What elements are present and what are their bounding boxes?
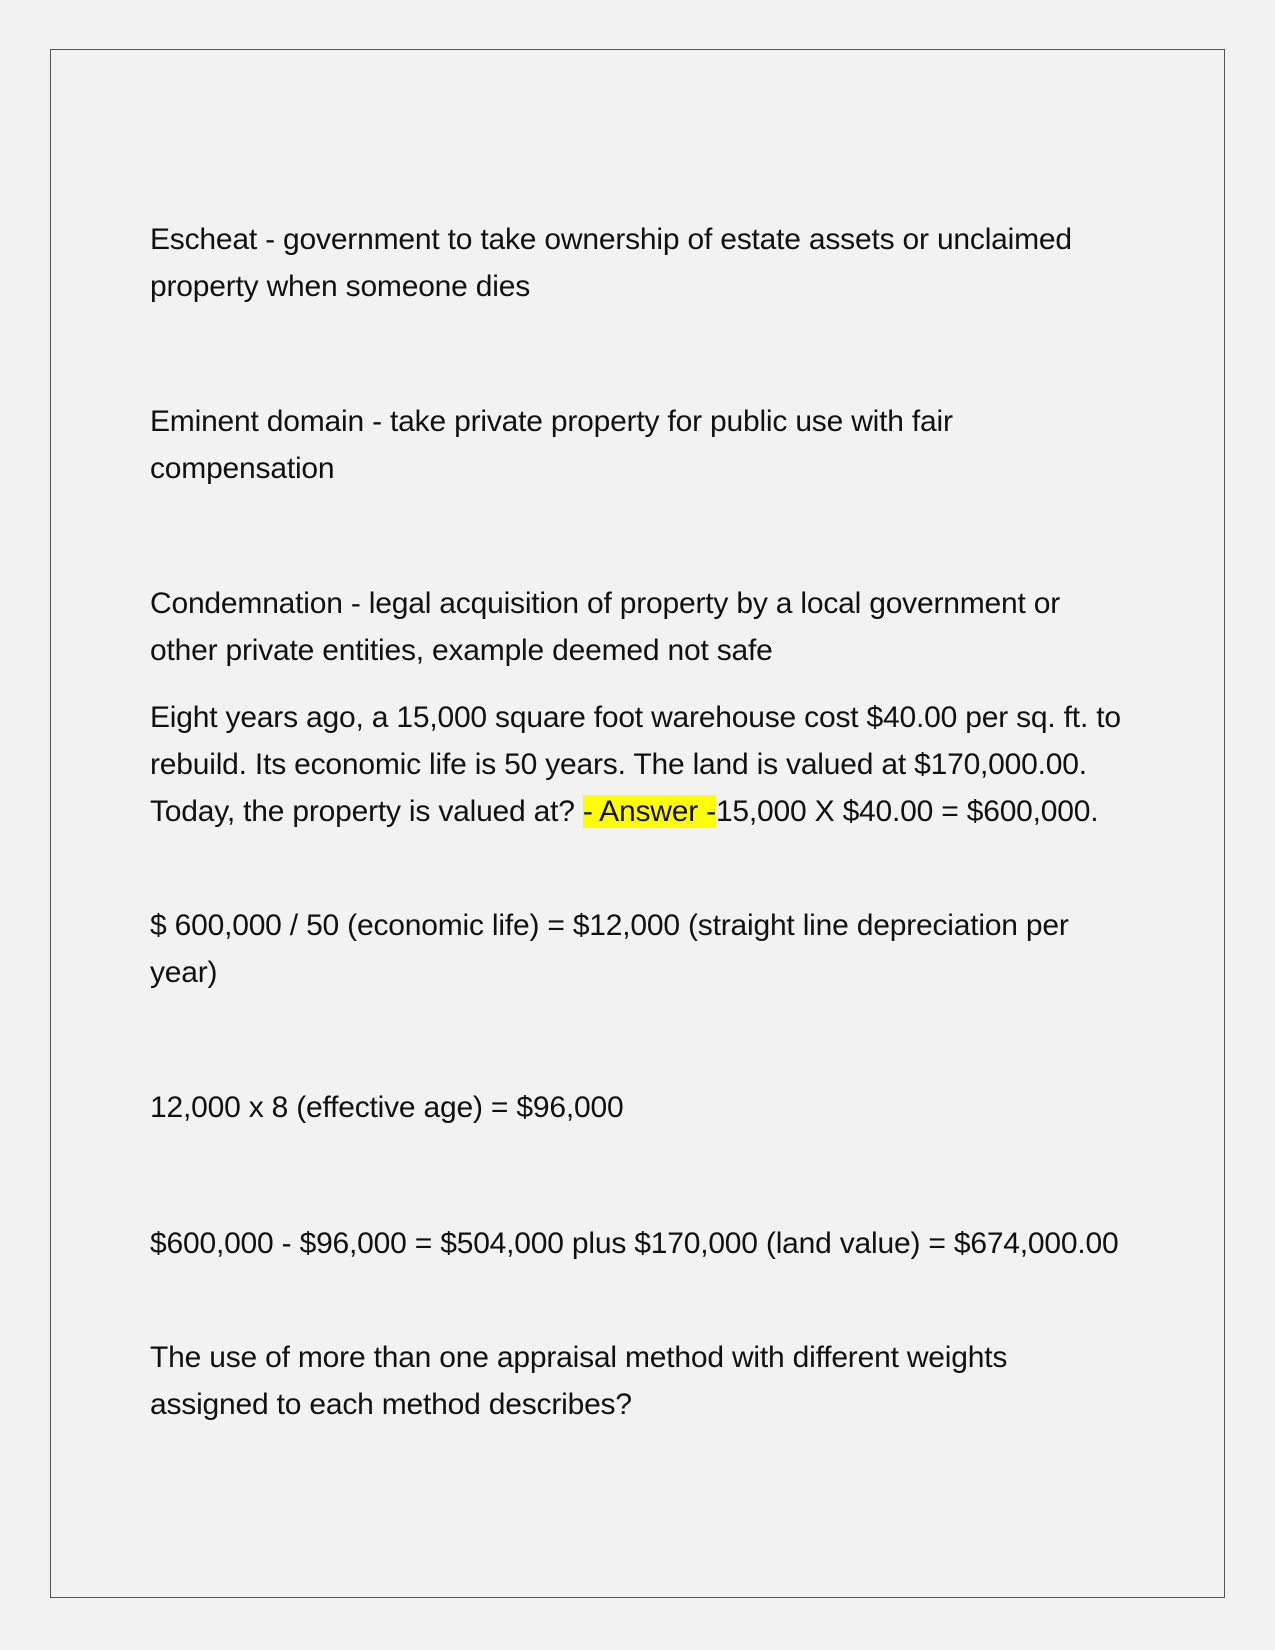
question-text: Eight years ago, a 15,000 square foot warehouse cost $40.00 per sq. ft. to rebuild. Its economic life is 50 years. The land is valued at $170,000.00. Today, the property is valued at?	[150, 701, 1121, 828]
condemnation-definition: Condemnation - legal acquisition of property by a local government or other private entities, example deemed not safe	[150, 587, 1061, 667]
eminent-domain-definition: Eminent domain - take private property for public use with fair compensation	[150, 405, 953, 485]
depreciation-calculation: $ 600,000 / 50 (economic life) = $12,000 (straight line depreciation per year)	[150, 909, 1069, 989]
reconciliation-question: The use of more than one appraisal method with different weights assigned to each method describes?	[150, 1341, 1008, 1421]
warehouse-question	[150, 694, 1125, 835]
answer-text: 15,000 X $40.00 = $600,000.	[715, 795, 1099, 828]
escheat-definition: Escheat - government to take ownership of estate assets or unclaimed property when someone dies	[150, 223, 1072, 303]
total-value-calculation: $600,000 - $96,000 = $504,000 plus $170,000 (land value) = $674,000.00	[150, 1227, 1119, 1260]
effective-age-calculation: 12,000 x 8 (effective age) = $96,000	[150, 1091, 624, 1124]
answer-highlight: - Answer -	[582, 795, 716, 828]
